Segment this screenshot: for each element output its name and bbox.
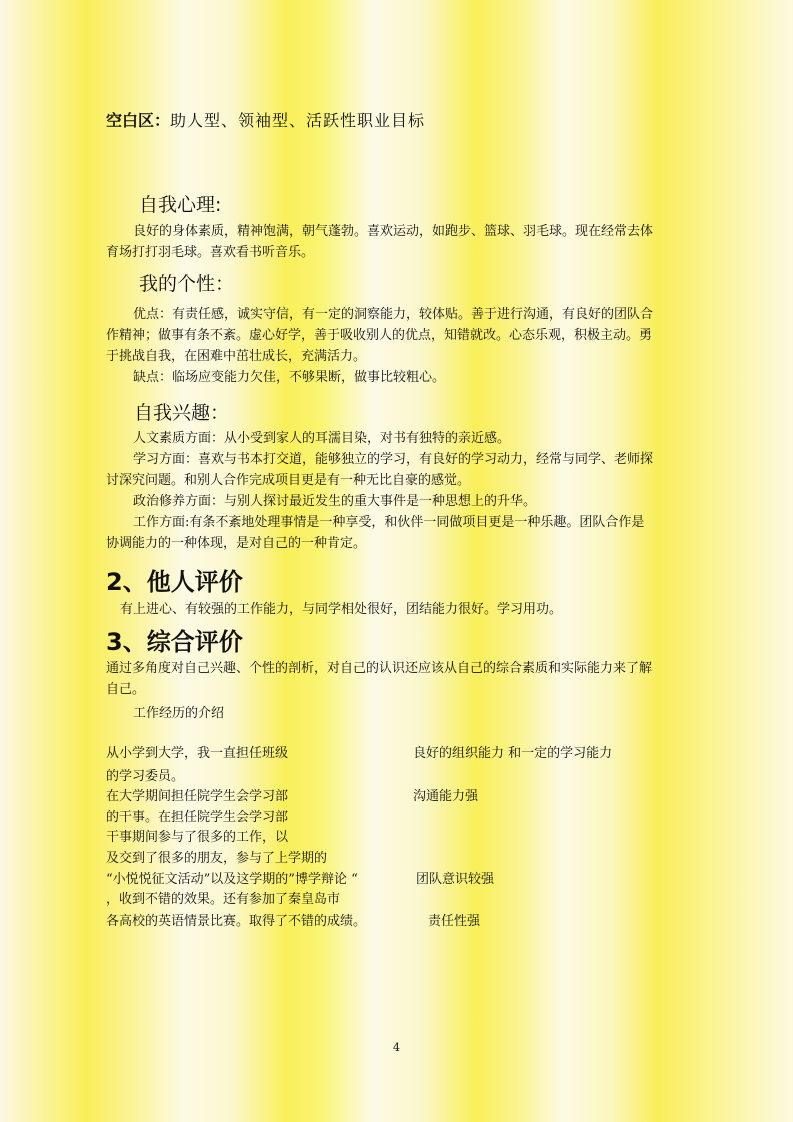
self-psych-line-1: 良好的身体素质，精神饱满，朝气蓬勃。喜欢运动，如跑步、篮球、羽毛球。现在经常去体 [133,224,654,239]
section-heading-kongbai [106,108,425,131]
personality-title: 我的个性： [139,273,235,295]
interests-line-2: 学习方面：喜欢与书本打交道，能够独立的学习，有良好的学习动力，经常与同学、老师探 [133,452,654,467]
experience-line-1: 从小学到大学，我一直担任班级 [106,746,289,761]
experience-line-7: “小悦悦征文活动”以及这学期的”博学辩论 “ [106,872,358,887]
experience-line-3: 在大学期间担任院学生会学习部 [106,789,289,804]
interests-line-4: 政治修养方面：与别人探讨最近发生的重大事件是一种思想上的升华。 [133,494,537,509]
experience-line-2: 的学习委员。 [106,769,185,784]
ability-line-4: 责任性强 [428,914,481,929]
interests-line-1: 人文素质方面：从小受到家人的耳濡目染，对书有独特的亲近感。 [133,431,511,446]
overall-eval-line-1: 通过多角度对自己兴趣、个性的剖析，对自己的认识还应该从自己的综合素质和实际能力来了解 [106,661,653,676]
self-psych-line-2: 育场打打羽毛球。喜欢看书听音乐。 [106,245,315,260]
personality-line-2: 作精神；做事有条不紊。虚心好学，善于吸收别人的优点，知错就改。心态乐观，积极主动。勇 [106,328,653,343]
interests-line-3: 讨深究问题。和别人合作完成项目更是有一种无比自豪的感觉。 [106,473,471,488]
interests-title: 自我兴趣： [134,402,230,424]
personality-line-3: 于挑战自我，在困难中茁壮成长，充满活力。 [106,349,367,364]
interests-line-6: 协调能力的一种体现，是对自己的一种肯定。 [106,536,367,551]
others-eval-heading: 2、他人评价 [106,568,243,596]
self-psych-paragraph [106,221,690,263]
ability-line-1: 良好的组织能力 和一定的学习能力 [413,746,613,761]
personality-line-1: 优点：有责任感，诚实守信，有一定的洞察能力，较体贴。善于进行沟通，有良好的团队合 [133,307,654,322]
ability-line-2: 沟通能力强 [413,789,479,804]
overall-eval-paragraph [106,658,690,700]
experience-line-4: 的干事。在担任院学生会学习部 [106,810,289,825]
personality-line-4: 缺点：临场应变能力欠佳，不够果断，做事比较粗心。 [133,370,446,385]
interests-line-5: 工作方面:有条不紊地处理事情是一种享受，和伙伴一同做项目更是一种乐趣。团队合作是 [133,515,645,530]
page-number: 4 [393,1041,400,1054]
interests-paragraph [106,428,690,554]
experience-line-8: ，收到不错的效果。还有参加了秦皇岛市 [106,892,341,907]
ability-line-3: 团队意识较强 [416,872,495,887]
heading-text: 助人型、领袖型、活跃性职业目标 [170,111,426,130]
personality-paragraph [106,304,690,388]
overall-eval-line-2: 自己。 [106,682,146,697]
experience-line-9: 各高校的英语情景比赛。取得了不错的成绩。 [106,914,367,929]
heading-label: 空白区： [106,111,171,130]
experience-line-5: 干事期间参与了很多的工作，以 [106,830,289,845]
self-psych-title: 自我心理: [139,194,222,216]
others-eval-text: 有上进心、有较强的工作能力，与同学相处很好，团结能力很好。学习用功。 [120,602,563,617]
work-intro-label: 工作经历的介绍 [133,706,225,721]
experience-line-6: 及交到了很多的朋友，参与了上学期的 [106,851,328,866]
overall-eval-heading: 3、综合评价 [106,628,243,656]
